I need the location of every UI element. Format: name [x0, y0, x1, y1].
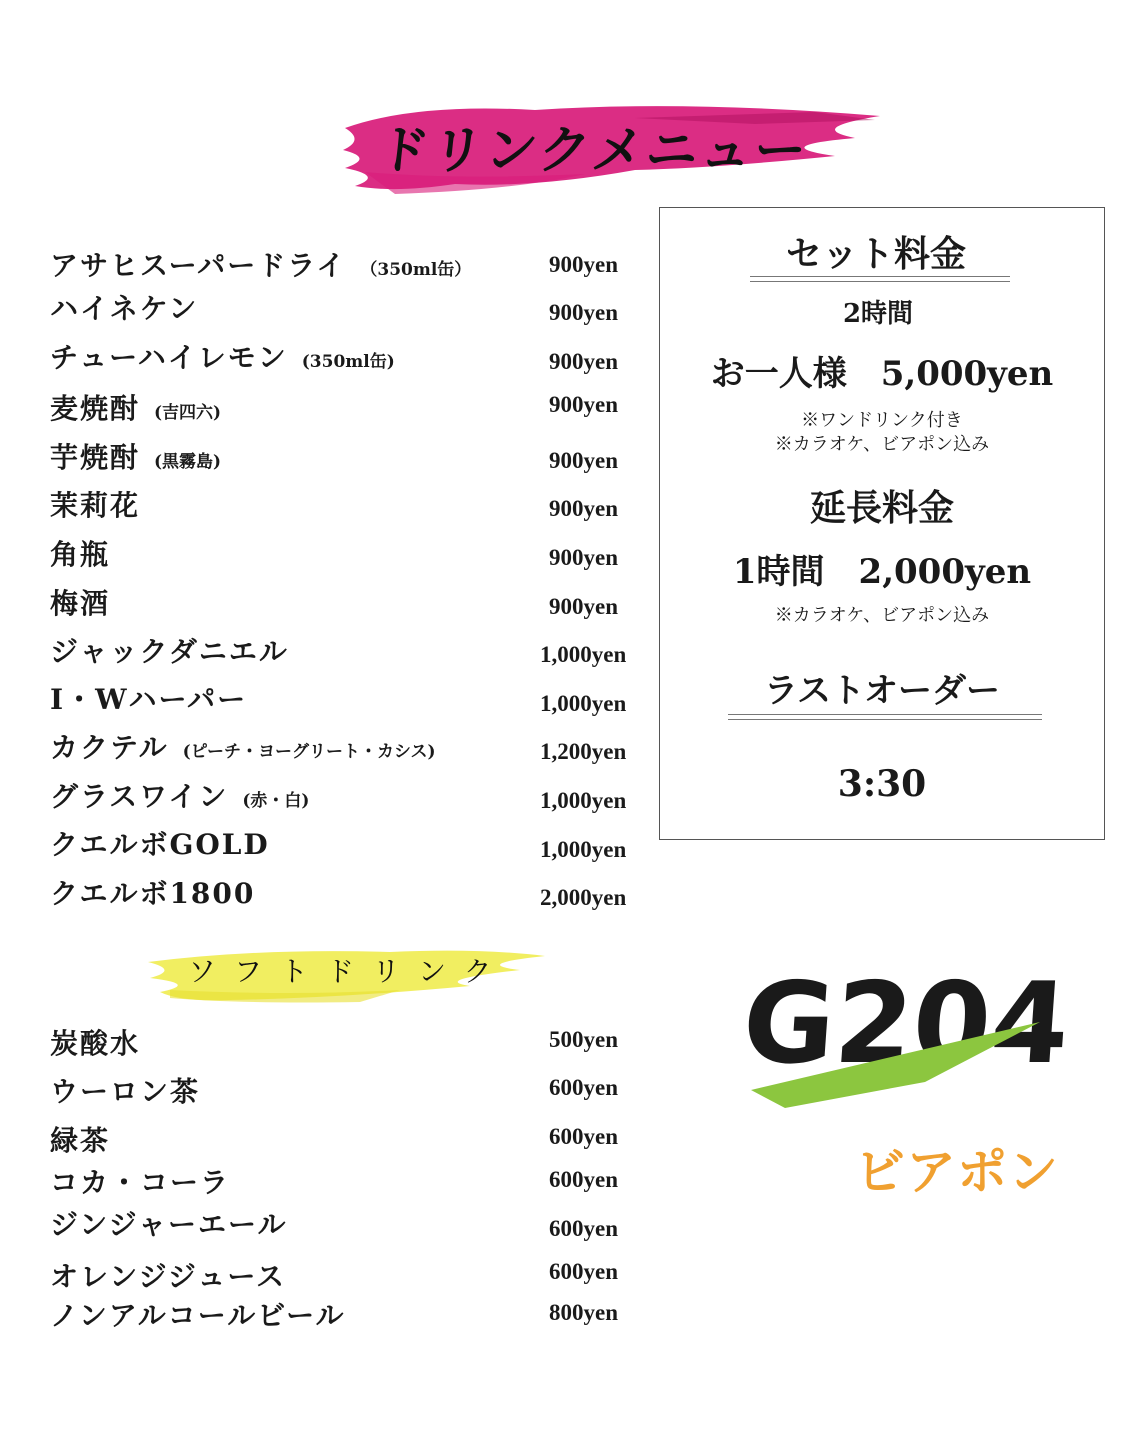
- item-price: 1,200yen: [540, 739, 627, 764]
- list-item: [50, 1070, 200, 1110]
- extension-title: 延長料金: [809, 487, 954, 529]
- last-order-time: 3:30: [837, 763, 927, 805]
- item-name: ジャックダニエル: [50, 635, 289, 668]
- list-item: [50, 1119, 110, 1159]
- item-name: ハイネケン: [50, 292, 199, 325]
- item-price: 900yen: [549, 300, 618, 325]
- item-price: 900yen: [549, 392, 618, 417]
- item-note: (吉四六): [154, 403, 222, 423]
- item-price: 1,000yen: [540, 837, 627, 862]
- set-per-person-price: お一人様 5,000yen: [710, 354, 1054, 394]
- item-price: 600yen: [549, 1216, 618, 1241]
- beerpong-logo-text: ビアポン: [855, 1143, 1059, 1201]
- item-price: 1,000yen: [540, 691, 627, 716]
- list-item: [50, 678, 247, 718]
- list-item: [50, 1203, 287, 1243]
- list-item: [50, 775, 309, 815]
- item-name: オレンジジュース: [50, 1260, 286, 1293]
- item-price: 1,000yen: [540, 642, 627, 667]
- item-name: 緑茶: [50, 1124, 111, 1157]
- item-price: 900yen: [549, 545, 618, 570]
- list-item: [50, 823, 270, 863]
- list-item: [50, 1161, 230, 1201]
- item-price: 900yen: [549, 448, 618, 473]
- item-name: カクテル: [50, 731, 169, 764]
- item-name: ノンアルコールビール: [50, 1299, 346, 1332]
- item-note: (黒霧島): [154, 452, 222, 472]
- list-item: [50, 582, 110, 622]
- set-note-drink: ※ワンドリンク付き: [801, 410, 963, 431]
- item-name: ウーロン茶: [50, 1075, 201, 1108]
- item-price: 500yen: [549, 1027, 618, 1052]
- item-price: 600yen: [549, 1167, 618, 1192]
- item-note: (350ml缶): [301, 352, 395, 372]
- item-name: コカ・コーラ: [50, 1166, 231, 1199]
- item-name: 角瓶: [50, 538, 111, 571]
- item-name: 麦焼酎: [50, 392, 141, 425]
- divider: [728, 714, 1042, 720]
- item-name: 茉莉花: [50, 489, 141, 522]
- item-price: 1,000yen: [540, 788, 627, 813]
- item-note: (赤・白): [242, 791, 310, 811]
- item-note: （350ml缶）: [360, 260, 472, 280]
- list-item: [50, 336, 395, 376]
- item-price: 600yen: [549, 1075, 618, 1100]
- list-item: [50, 533, 110, 573]
- soft-drink-title: ソフトドリンク: [188, 955, 510, 988]
- last-order-title: ラストオーダー: [764, 671, 1000, 711]
- item-name: アサヒスーパードライ: [50, 249, 347, 282]
- item-name: チューハイレモン: [50, 341, 288, 374]
- set-price-title: セット料金: [785, 233, 966, 275]
- item-price: 900yen: [549, 496, 618, 521]
- item-price: 600yen: [549, 1259, 618, 1284]
- list-item: [50, 1255, 286, 1295]
- logo-text: G204: [738, 959, 1074, 1089]
- list-item: [50, 436, 221, 476]
- item-note: (ピーチ・ヨーグリート・カシス): [182, 742, 436, 762]
- list-item: [50, 484, 140, 524]
- list-item: [50, 287, 198, 327]
- item-name: ジンジャーエール: [50, 1208, 288, 1241]
- set-note-karaoke: ※カラオケ、ビアポン込み: [774, 434, 990, 455]
- item-price: 600yen: [549, 1124, 618, 1149]
- divider: [750, 276, 1010, 282]
- item-price: 2,000yen: [540, 885, 627, 910]
- g204-logo: [738, 940, 1074, 1115]
- list-item: [50, 1294, 346, 1334]
- item-price: 900yen: [549, 349, 618, 374]
- list-item: [50, 726, 436, 766]
- drink-menu-title: ドリンクメニュー: [374, 121, 812, 181]
- set-price-box: [659, 207, 1105, 840]
- list-item: [50, 872, 255, 912]
- item-name: クエルボGOLD: [50, 828, 270, 861]
- list-item: [50, 1022, 140, 1062]
- item-name: クエルボ1800: [50, 877, 256, 910]
- item-name: I・Wハーパー: [50, 683, 248, 716]
- list-item: [50, 387, 221, 427]
- extension-price: 1時間 2,000yen: [732, 552, 1032, 592]
- list-item: [50, 630, 289, 670]
- item-name: 梅酒: [50, 587, 111, 620]
- item-price: 900yen: [549, 252, 618, 277]
- item-price: 900yen: [549, 594, 618, 619]
- set-duration: 2時間: [842, 299, 914, 329]
- item-name: 炭酸水: [50, 1027, 141, 1060]
- item-name: グラスワイン: [50, 780, 229, 813]
- item-price: 800yen: [549, 1300, 618, 1325]
- item-name: 芋焼酎: [50, 441, 141, 474]
- list-item: [50, 244, 471, 284]
- extension-note: ※カラオケ、ビアポン込み: [774, 605, 990, 626]
